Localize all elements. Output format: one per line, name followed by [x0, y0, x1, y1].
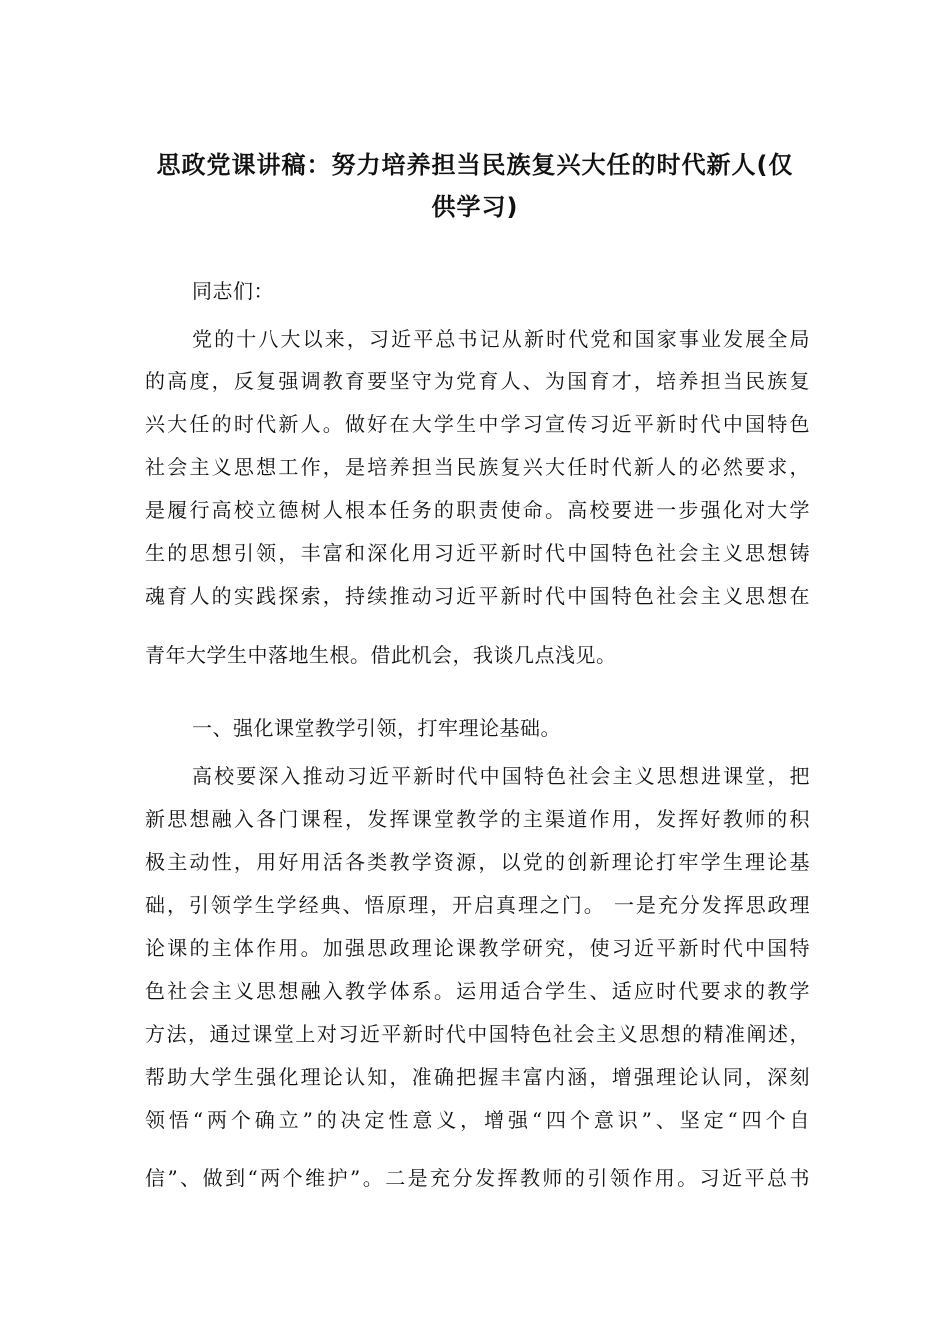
title-line: 思政党课讲稿：努力培养担当民族复兴大任的时代新人(仅 [156, 151, 794, 179]
intro-line: 生的思想引领，丰富和深化用习近平新时代中国特色社会主义思想铸 [145, 541, 810, 565]
section-line: 信”、做到“两个维护”。二是充分发挥教师的引领作用。习近平总书 [145, 1166, 810, 1190]
intro-line: 社会主义思想工作，是培养担当民族复兴大任时代新人的必然要求， [145, 455, 810, 479]
section-line: 方法，通过课堂上对习近平新时代中国特色社会主义思想的精准阐述， [145, 1022, 810, 1046]
intro-line: 魂育人的实践探索，持续推动习近平新时代中国特色社会主义思想在 [145, 584, 810, 608]
intro-line: 是履行高校立德树人根本任务的职责使命。高校要进一步强化对大学 [145, 498, 810, 522]
intro-line: 的高度，反复强调教育要坚守为党育人、为国育才，培养担当民族复 [145, 369, 810, 393]
section-line: 极主动性，用好用活各类教学资源，以党的创新理论打牢学生理论基 [145, 850, 810, 874]
intro-line: 兴大任的时代新人。做好在大学生中学习宣传习近平新时代中国特色 [145, 412, 810, 436]
section-line: 领悟“两个确立”的决定性意义，增强“四个意识”、坚定“四个自 [145, 1108, 810, 1132]
section-line: 础，引领学生学经典、悟原理，开启真理之门。 一是充分发挥思政理 [145, 893, 810, 917]
section-heading: 一、强化课堂教学引领，打牢理论基础。 [192, 716, 561, 740]
title-line: 供学习) [431, 193, 519, 221]
greeting: 同志们： [192, 279, 274, 303]
section-line: 色社会主义思想融入教学体系。运用适合学生、适应时代要求的教学 [145, 979, 810, 1003]
intro-line: 青年大学生中落地生根。借此机会，我谈几点浅见。 [145, 643, 617, 667]
section-line: 论课的主体作用。加强思政理论课教学研究，使习近平新时代中国特 [145, 936, 810, 960]
intro-line: 党的十八大以来，习近平总书记从新时代党和国家事业发展全局 [192, 327, 810, 351]
document-title [145, 144, 805, 228]
section-line: 新思想融入各门课程，发挥课堂教学的主渠道作用，发挥好教师的积 [145, 807, 810, 831]
section-line: 高校要深入推动习近平新时代中国特色社会主义思想进课堂，把 [192, 764, 810, 788]
section-line: 帮助大学生强化理论认知，准确把握丰富内涵，增强理论认同，深刻 [145, 1065, 810, 1089]
